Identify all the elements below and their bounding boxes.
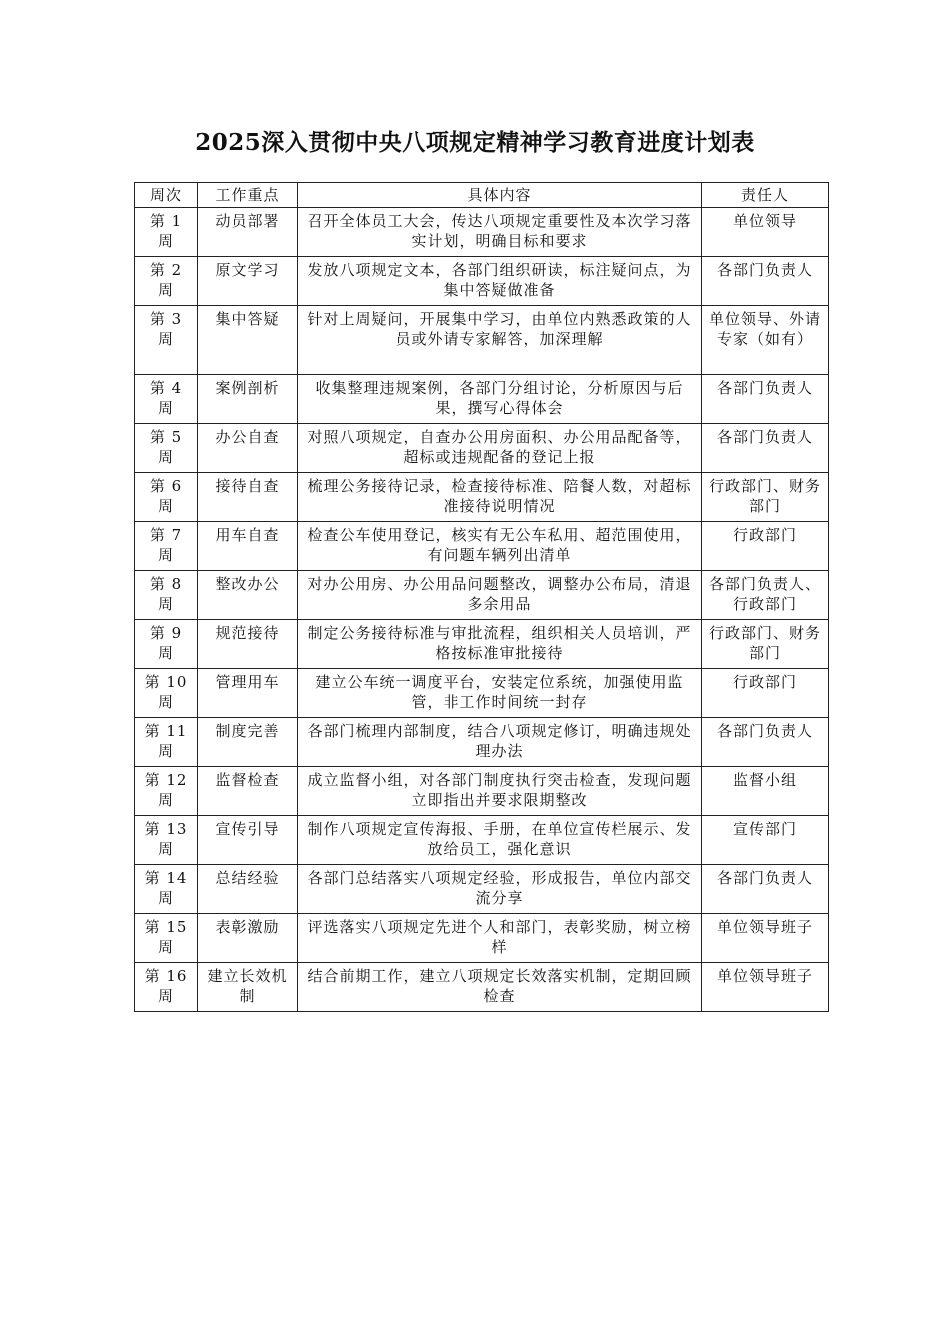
week-cell: 第 8 周 [135, 571, 198, 620]
content-cell: 对办公用房、办公用品问题整改，调整办公布局，清退多余用品 [298, 571, 702, 620]
content-cell: 成立监督小组，对各部门制度执行突击检查，发现问题立即指出并要求限期整改 [298, 767, 702, 816]
week-cell: 第 11 周 [135, 718, 198, 767]
owner-cell: 行政部门、财务部门 [702, 620, 829, 669]
table-row [135, 571, 829, 620]
owner-cell: 行政部门 [702, 669, 829, 718]
week-cell: 第 10 周 [135, 669, 198, 718]
owner-cell: 宣传部门 [702, 816, 829, 865]
table-row [135, 914, 829, 963]
header-week: 周次 [135, 183, 198, 208]
week-cell: 第 14 周 [135, 865, 198, 914]
focus-cell: 案例剖析 [198, 375, 298, 424]
owner-cell: 各部门负责人 [702, 865, 829, 914]
focus-cell: 总结经验 [198, 865, 298, 914]
week-cell: 第 1 周 [135, 208, 198, 257]
table-row [135, 522, 829, 571]
table-row [135, 718, 829, 767]
schedule-table [134, 182, 829, 1012]
owner-cell: 各部门负责人 [702, 257, 829, 306]
focus-cell: 管理用车 [198, 669, 298, 718]
table-header-row [135, 183, 829, 208]
table-row [135, 257, 829, 306]
header-owner: 责任人 [702, 183, 829, 208]
content-cell: 召开全体员工大会，传达八项规定重要性及本次学习落实计划，明确目标和要求 [298, 208, 702, 257]
table-row [135, 669, 829, 718]
week-cell: 第 15 周 [135, 914, 198, 963]
week-cell: 第 5 周 [135, 424, 198, 473]
owner-cell: 单位领导 [702, 208, 829, 257]
week-cell: 第 4 周 [135, 375, 198, 424]
table-row [135, 620, 829, 669]
owner-cell: 行政部门、财务部门 [702, 473, 829, 522]
focus-cell: 办公自查 [198, 424, 298, 473]
week-cell: 第 7 周 [135, 522, 198, 571]
owner-cell: 各部门负责人 [702, 718, 829, 767]
table-row [135, 208, 829, 257]
table-row [135, 767, 829, 816]
table-row [135, 424, 829, 473]
content-cell: 检查公车使用登记，核实有无公车私用、超范围使用，有问题车辆列出清单 [298, 522, 702, 571]
header-focus: 工作重点 [198, 183, 298, 208]
week-cell: 第 2 周 [135, 257, 198, 306]
content-cell: 制作八项规定宣传海报、手册，在单位宣传栏展示、发放给员工，强化意识 [298, 816, 702, 865]
focus-cell: 监督检查 [198, 767, 298, 816]
owner-cell: 行政部门 [702, 522, 829, 571]
table-row [135, 816, 829, 865]
table-row [135, 306, 829, 375]
week-cell: 第 9 周 [135, 620, 198, 669]
table-row [135, 473, 829, 522]
focus-cell: 原文学习 [198, 257, 298, 306]
focus-cell: 规范接待 [198, 620, 298, 669]
content-cell: 梳理公务接待记录，检查接待标准、陪餐人数，对超标准接待说明情况 [298, 473, 702, 522]
week-cell: 第 12 周 [135, 767, 198, 816]
owner-cell: 单位领导班子 [702, 963, 829, 1012]
table-row [135, 865, 829, 914]
week-cell: 第 16 周 [135, 963, 198, 1012]
focus-cell: 整改办公 [198, 571, 298, 620]
table-row [135, 375, 829, 424]
focus-cell: 建立长效机制 [198, 963, 298, 1012]
content-cell: 评选落实八项规定先进个人和部门，表彰奖励，树立榜样 [298, 914, 702, 963]
owner-cell: 单位领导班子 [702, 914, 829, 963]
content-cell: 各部门梳理内部制度，结合八项规定修订，明确违规处理办法 [298, 718, 702, 767]
content-cell: 建立公车统一调度平台，安装定位系统，加强使用监管，非工作时间统一封存 [298, 669, 702, 718]
owner-cell: 单位领导、外请专家（如有） [702, 306, 829, 375]
owner-cell: 监督小组 [702, 767, 829, 816]
week-cell: 第 6 周 [135, 473, 198, 522]
owner-cell: 各部门负责人、行政部门 [702, 571, 829, 620]
content-cell: 针对上周疑问，开展集中学习，由单位内熟悉政策的人员或外请专家解答，加深理解 [298, 306, 702, 375]
week-cell: 第 3 周 [135, 306, 198, 375]
content-cell: 结合前期工作，建立八项规定长效落实机制，定期回顾检查 [298, 963, 702, 1012]
focus-cell: 动员部署 [198, 208, 298, 257]
focus-cell: 接待自查 [198, 473, 298, 522]
content-cell: 收集整理违规案例，各部门分组讨论，分析原因与后果，撰写心得体会 [298, 375, 702, 424]
document-title: 2025深入贯彻中央八项规定精神学习教育进度计划表 [195, 129, 755, 156]
focus-cell: 集中答疑 [198, 306, 298, 375]
week-cell: 第 13 周 [135, 816, 198, 865]
focus-cell: 表彰激励 [198, 914, 298, 963]
table-row [135, 963, 829, 1012]
focus-cell: 用车自查 [198, 522, 298, 571]
focus-cell: 制度完善 [198, 718, 298, 767]
owner-cell: 各部门负责人 [702, 375, 829, 424]
owner-cell: 各部门负责人 [702, 424, 829, 473]
content-cell: 发放八项规定文本，各部门组织研读，标注疑问点，为集中答疑做准备 [298, 257, 702, 306]
content-cell: 对照八项规定，自查办公用房面积、办公用品配备等，超标或违规配备的登记上报 [298, 424, 702, 473]
focus-cell: 宣传引导 [198, 816, 298, 865]
content-cell: 制定公务接待标准与审批流程，组织相关人员培训，严格按标准审批接待 [298, 620, 702, 669]
content-cell: 各部门总结落实八项规定经验，形成报告，单位内部交流分享 [298, 865, 702, 914]
header-content: 具体内容 [298, 183, 702, 208]
